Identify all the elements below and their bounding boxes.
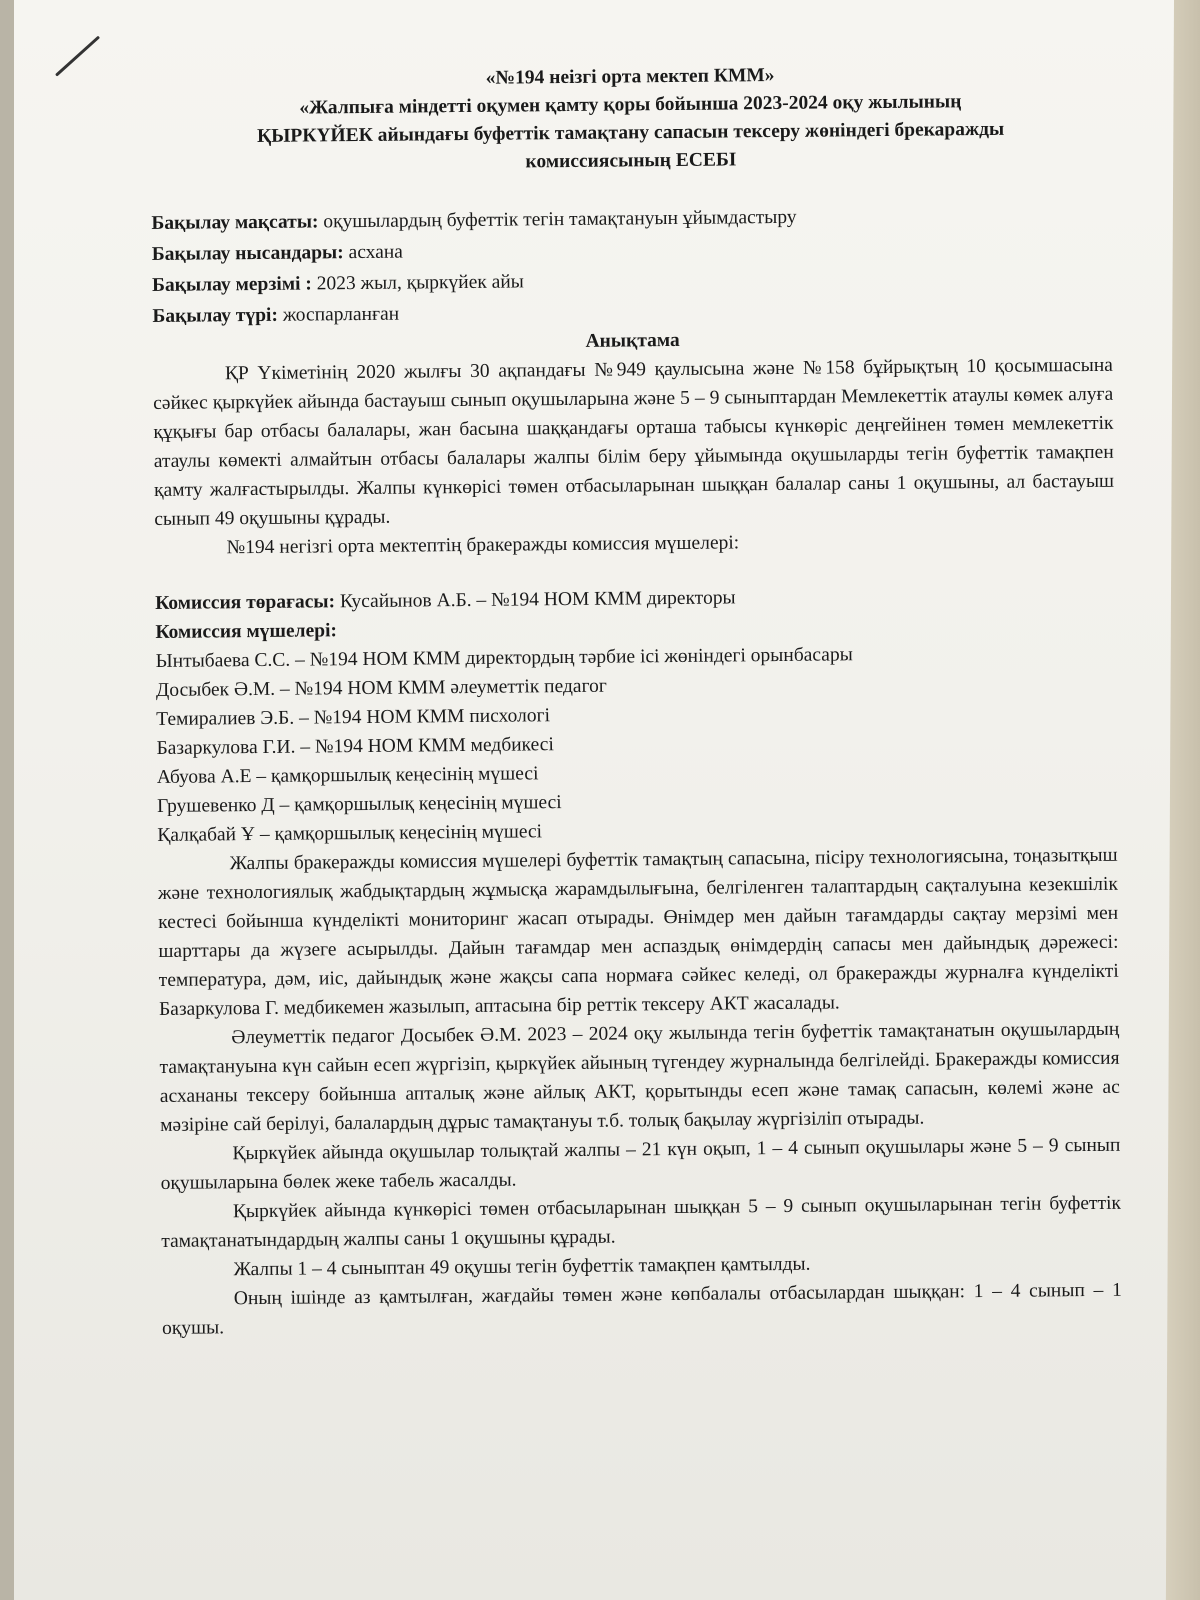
meta-type: Бақылау түрі: жоспарланған — [152, 303, 400, 327]
document-content — [150, 59, 1122, 1343]
members-intro: №194 негізгі орта мектептің бракеражды комиссия мүшелері: — [226, 532, 740, 559]
body-paragraph: Оның ішінде аз қамтылған, жағдайы төмен және көпбалалы отбасылардан шыққан: 1 – 4 сынып – 1 оқушы. — [161, 1279, 1122, 1339]
member-item: Темиралиев Э.Б. – №194 НОМ КММ писхологі — [156, 705, 551, 730]
member-item: Ынтыбаева С.С. – №194 НОМ КММ директордың тәрбие ісі жөніндегі орынбасары — [155, 644, 853, 672]
body-paragraph: Әлеуметтік педагог Досыбек Ә.М. 2023 – 2024 оқу жылында тегін буфеттік тамақтанатын оқушылардың тамақтануына күн сайын есеп жүргізіп, қыркүйек айының түгендеу журналында белгілейді. Бракеражды комиссия асхананы тексеру бойынша апталық және айлық АКТ, қорытынды есеп және тамақ сапасын, көлемі және ас мәзіріне сай берілуі, балалардың дұрыс тамақтануы т.б. толық бақылау жүргізіліп отырады. — [159, 1018, 1120, 1136]
body-paragraph: Қыркүйек айында оқушылар толықтай жалпы – 21 күн оқып, 1 – 4 сынып оқушылары және 5 – 9 сынып оқушыларына бөлек жеке табель жасалды. — [160, 1134, 1121, 1194]
meta-objects: Бақылау нысандары: асхана — [151, 241, 404, 265]
body-paragraph: Қыркүйек айында күнкөрісі төмен отбасыларынан шыққан 5 – 9 сынып оқушыларынан тегін буфеттік тамақтанатындардың жалпы саны 1 оқушыны құрады. — [161, 1192, 1122, 1252]
section-heading: Анықтама — [585, 329, 680, 352]
title-line-2: «Жалпыға міндетті оқумен қамту қоры бойынша 2023-2024 оқу жылының — [299, 91, 962, 119]
title-line-4: комиссиясының ЕСЕБІ — [525, 149, 737, 173]
body-paragraph: Жалпы 1 – 4 сыныптан 49 оқушы тегін буфеттік тамақпен қамтылды. — [233, 1253, 811, 1281]
document-title — [150, 59, 1111, 180]
control-details — [151, 199, 1112, 332]
member-item: Досыбек Ә.М. – №194 НОМ КММ әлеуметтік педагог — [155, 675, 607, 701]
title-line-3: ҚЫРКҮЙЕК айындағы буфеттік тамақтану сапасын тексеру жөніндегі брекаражды — [256, 118, 1005, 147]
member-item: Базаркулова Г.И. – №194 НОМ КММ медбикесі — [156, 734, 554, 759]
meta-purpose: Бақылау мақсаты: оқушылардың буфеттік тегін тамақтануын ұйымдастыру — [151, 206, 797, 234]
title-line-1: «№194 неізгі орта мектеп КММ» — [485, 65, 775, 89]
member-item: Абуова А.Е – қамқоршылық кеңесінің мүшесі — [156, 763, 539, 788]
member-item: Қалқабай Ұ – қамқоршылық кеңесінің мүшесі — [157, 821, 543, 846]
pen-mark — [55, 36, 100, 77]
commission-chair: Комиссия төрағасы: Кусайынов А.Б. – №194 НОМ КММ директоры — [155, 587, 736, 614]
members-label: Комиссия мүшелері: — [155, 620, 338, 643]
intro-paragraph: ҚР Үкіметінің 2020 жылғы 30 ақпандағы №949 қаулысына және №158 бұйрықтың 10 қосымшасына сәйкес қыркүйек айында бастауыш сынып оқушыларына және 5 – 9 сыныптардан Мемлекеттік атаулы көмек алуға құқығы бар отбасы балалары, жан басына шаққандағы орташа табысы күнкөріс деңгейінен төмен мемлекеттік атаулы көмекті алмайтын отбасы балалары жалпы білім беру ұйымында оқушыларды тегін буфеттік тамақпен қамту жалғастырылды. Жалпы күнкөрісі төмен отбасыларынан шыққан балалар саны 1 оқушыны, ал бастауыш сынып 49 оқушыны құрады. — [153, 354, 1115, 530]
member-item: Грушевенко Д – қамқоршылық кеңесінің мүшесі — [156, 792, 562, 817]
commission-members — [155, 580, 1117, 850]
body-paragraph: Жалпы бракеражды комиссия мүшелері буфеттік тамақтың сапасына, пісіру технологиясына, тоңазытқыш және технологиялық жабдықтардың жұмысқа жарамдылығына, белгіленген талаптардың сақталуына кезекшілік кестесі бойынша күнделікті мониторинг жасап отырады. Өнімдер мен дайын тағамдарды сақтау мерзімі мен шарттары да жүзеге асырылды. Дайын тағамдар мен аспаздық өнімдердің сапасы мен дайындық дәрежесі: температура, дәм, иіс, дайындық және жақсы сапа нормаға сәйкес келеді, ол бракеражды журналға күнделікті Базаркулова Г. медбикемен жазылып, аптасына бір реттік тексеру АКТ жасалады. — [157, 844, 1119, 1020]
meta-period: Бақылау мерзімі : 2023 жыл, қыркүйек айы — [151, 271, 524, 296]
